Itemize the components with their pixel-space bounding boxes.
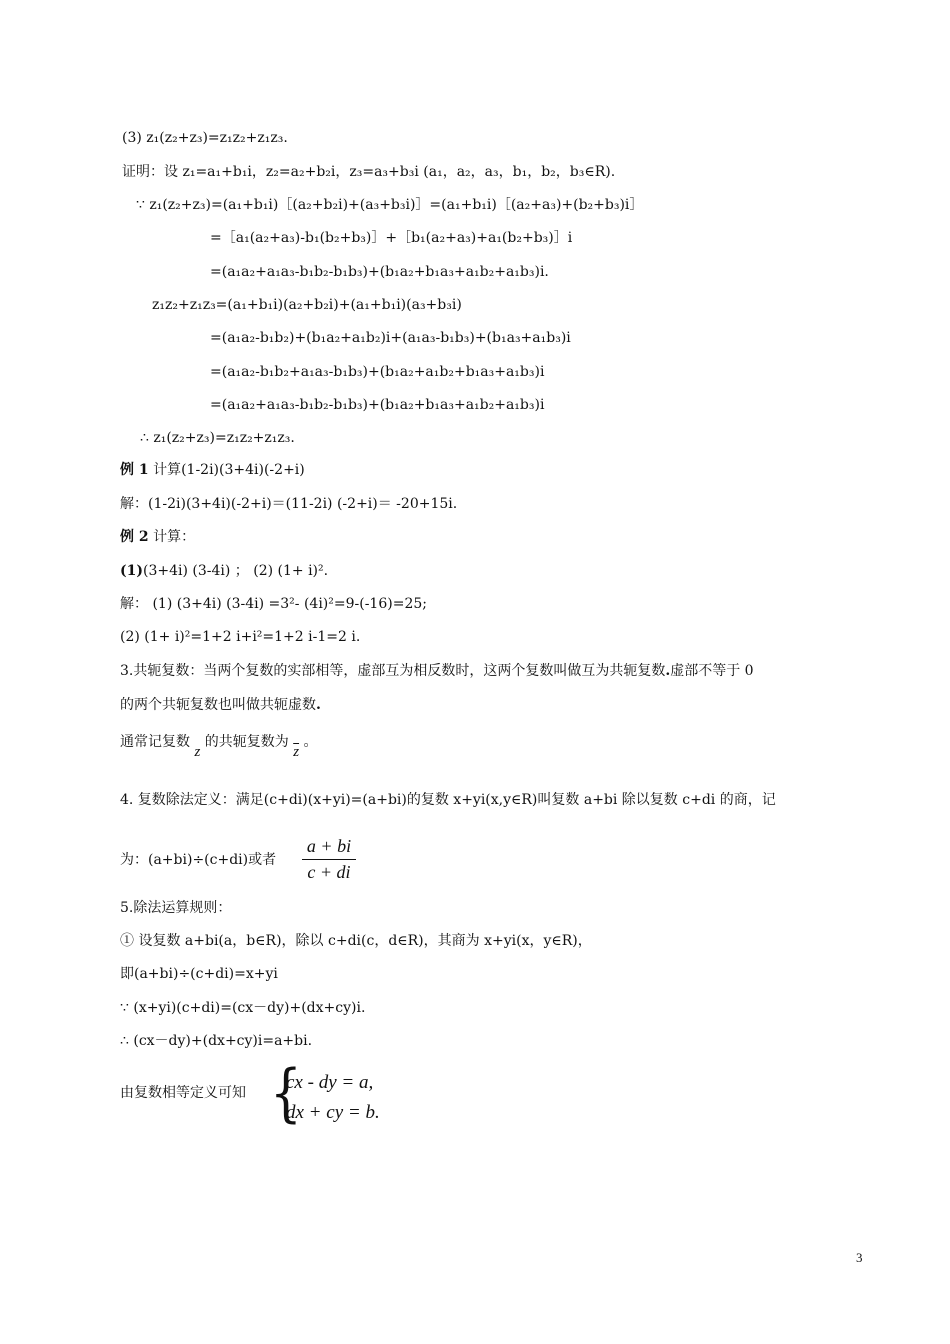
example-1-text: 计算(1-2i)(3+4i)(-2+i) (148, 462, 305, 478)
division-fraction (302, 836, 356, 883)
system-equation-1: cx - dy = a, (286, 1072, 374, 1093)
conjugate-notation-text-2: 的共轭复数为 (204, 734, 289, 750)
example-2-solution-1: 解： (1) (3+4i) (3-4i) =3²- (4i)²=9-(-16)=25; (120, 596, 427, 612)
symbol-z: z (194, 744, 201, 760)
division-rule-heading: 5.除法运算规则： (120, 900, 232, 916)
proof-line-5: =(a₁a₂-b₁b₂)+(b₁a₂+a₁b₂)i+(a₁a₃-b₁b₃)+(b₁a₃+a₁b₃)i (210, 330, 571, 346)
division-definition-line-2: 为：(a+bi)÷(c+di)或者 (120, 852, 277, 868)
proof-line-6: =(a₁a₂-b₁b₂+a₁a₃-b₁b₃)+(b₁a₂+a₁b₂+b₁a₃+a₁b₃)i (210, 364, 545, 380)
proof-conclusion: ∴ z₁(z₂+z₃)=z₁z₂+z₁z₃. (140, 430, 295, 446)
symbol-z-conjugate: $\overline{z}$ (293, 744, 300, 760)
proof-line-3: =(a₁a₂+a₁a₃-b₁b₂-b₁b₃)+(b₁a₂+b₁a₃+a₁b₂+a₁b₃)i. (210, 264, 549, 280)
fraction-denominator: c + di (307, 862, 351, 882)
bold-period: . (665, 663, 671, 679)
bold-period: . (316, 697, 321, 713)
property-3-statement: (3) z₁(z₂+z₃)=z₁z₂+z₁z₃. (122, 130, 288, 146)
example-2-label: 例 2 (120, 529, 149, 545)
proof-line-1: ∵ z₁(z₂+z₃)=(a₁+b₁i)［(a₂+b₂i)+(a₃+b₃i)］=(a₁+b₁i)［(a₂+a₃)+(b₂+b₃)i］ (136, 197, 644, 213)
conjugate-notation (120, 732, 318, 762)
proof-setup: 证明：设 z₁=a₁+b₁i，z₂=a₂+b₂i，z₃=a₃+b₃i (a₁，a₂，a₃，b₁，b₂，b₃∈R). (122, 164, 616, 180)
example-2-part-1-label: (1) (120, 563, 143, 579)
division-rule-step-3: ∵ (x+yi)(c+di)=(cx－dy)+(dx+cy)i. (120, 1000, 366, 1016)
conjugate-definition-part-2: 虚部不等于 0 (670, 663, 754, 679)
conjugate-notation-text-1: 通常记复数 (120, 734, 190, 750)
conjugate-definition-part-1: 3.共轭复数：当两个复数的实部相等，虚部互为相反数时，这两个复数叫做互为共轭复数 (120, 663, 666, 679)
conjugate-definition-part-3: 的两个共轭复数也叫做共轭虚数 (120, 697, 316, 713)
example-1-solution: 解：(1-2i)(3+4i)(-2+i)＝(11-2i) (-2+i)＝ -20+15i. (120, 496, 458, 512)
example-2-problems-text: (3+4i) (3-4i) ； (2) (1+ i)². (143, 563, 329, 579)
proof-line-7: =(a₁a₂+a₁a₃-b₁b₂-b₁b₃)+(b₁a₂+b₁a₃+a₁b₂+a₁b₃)i (210, 397, 545, 413)
page-number: 3 (856, 1250, 863, 1265)
example-2-text: 计算： (148, 529, 196, 545)
fraction-bar (302, 859, 356, 860)
division-rule-step-2: 即(a+bi)÷(c+di)=x+yi (120, 966, 278, 982)
division-rule-step-1: ① 设复数 a+bi(a，b∈R)，除以 c+di(c，d∈R)，其商为 x+yi(x，y∈R)， (120, 933, 592, 949)
example-2-solution-2: (2) (1+ i)²=1+2 i+i²=1+2 i-1=2 i. (120, 629, 361, 645)
division-definition-line-1: 4. 复数除法定义：满足(c+di)(x+yi)=(a+bi)的复数 x+yi(x,y∈R)叫复数 a+bi 除以复数 c+di 的商，记 (120, 792, 776, 808)
division-rule-step-4: ∴ (cx－dy)+(dx+cy)i=a+bi. (120, 1033, 313, 1049)
example-1 (120, 460, 305, 480)
left-brace-icon: { (270, 1056, 302, 1130)
conjugate-definition-line-2 (120, 695, 321, 715)
conjugate-notation-text-3: 。 (303, 734, 318, 750)
proof-line-2: =［a₁(a₂+a₃)-b₁(b₂+b₃)］+［b₁(a₂+a₃)+a₁(b₂+b₃)］i (210, 230, 573, 246)
example-2 (120, 527, 195, 547)
system-equation-2: dx + cy = b. (286, 1102, 380, 1123)
example-1-label: 例 1 (120, 462, 149, 478)
example-2-problems (120, 561, 328, 581)
equality-intro: 由复数相等定义可知 (120, 1085, 246, 1101)
proof-line-4: z₁z₂+z₁z₃=(a₁+b₁i)(a₂+b₂i)+(a₁+b₁i)(a₃+b₃i) (152, 297, 462, 313)
fraction-numerator: a + bi (306, 836, 352, 856)
conjugate-definition-line-1 (120, 661, 754, 681)
